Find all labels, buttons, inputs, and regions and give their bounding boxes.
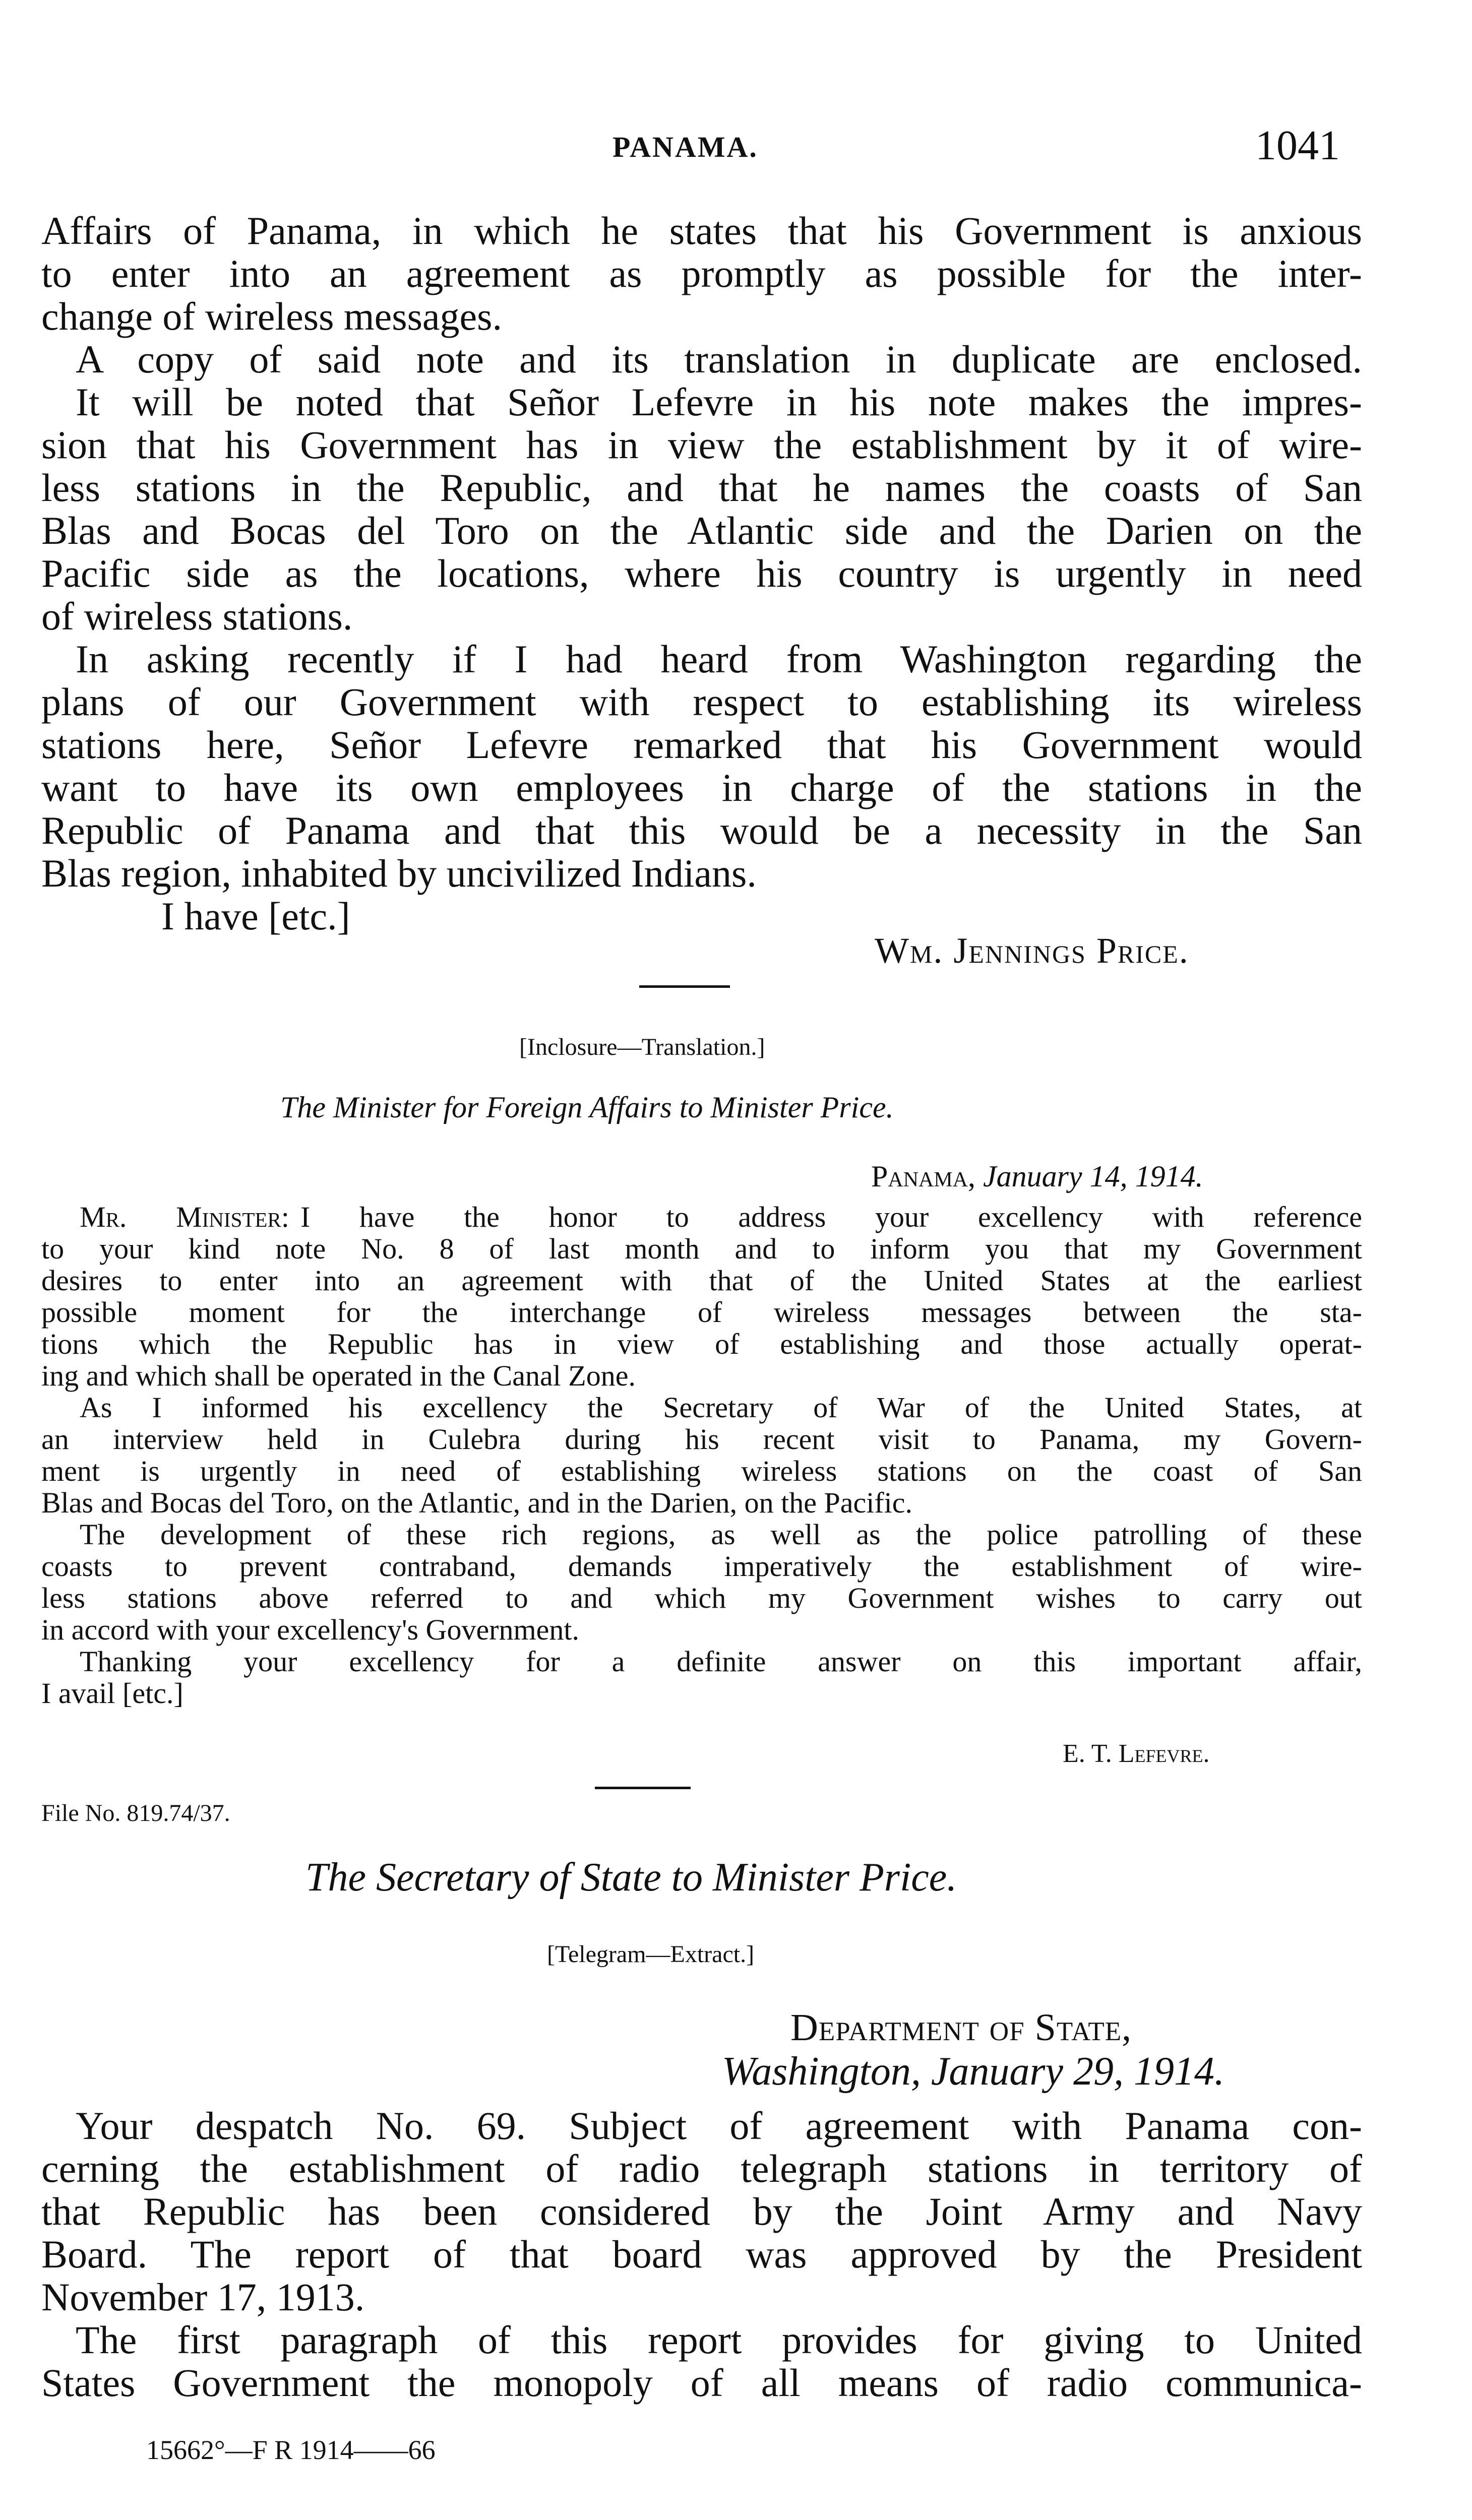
text-line: to enter into an agreement as promptly as possible for the inter-	[41, 251, 1362, 295]
text-line: possible moment for the interchange of wireless messages between the sta-	[41, 1296, 1362, 1329]
text-line: It will be noted that Señor Lefevre in his note makes the impres-	[76, 380, 1362, 424]
text-line: A copy of said note and its translation in duplicate are enclosed.	[76, 337, 1362, 381]
text-line: in accord with your excellency's Government.	[41, 1613, 579, 1646]
telegram-body	[41, 2104, 1362, 2404]
signature-mark: 15662°—F R 1914——66	[146, 2435, 436, 2465]
text-line: Thanking your excellency for a definite answer on this important affair,	[80, 1645, 1362, 1678]
text-line: Your despatch No. 69. Subject of agreement with Panama con-	[76, 2104, 1362, 2148]
inclosure-note: [Inclosure—Translation.]	[519, 1034, 765, 1060]
text-line	[41, 1201, 1362, 1233]
text-line: less stations in the Republic, and that he names the coasts of San	[41, 466, 1362, 510]
letter-price-body	[41, 209, 1362, 895]
inclosure-dateline-date: January 14, 1914.	[983, 1160, 1203, 1193]
telegram-dateline-date: Washington, January 29, 1914.	[722, 2049, 1225, 2094]
text-line: ment is urgently in need of establishing wireless stations on the coast of San	[41, 1455, 1362, 1487]
telegram-note: [Telegram—Extract.]	[547, 1941, 755, 1968]
divider-rule	[639, 985, 730, 988]
inclosure-dateline-place: Panama,	[871, 1160, 976, 1193]
text-line: The first paragraph of this report provides for giving to United	[76, 2318, 1362, 2362]
text-line: Affairs of Panama, in which he states that his Government is anxious	[41, 209, 1362, 253]
text-line: In asking recently if I had heard from Washington regarding the	[76, 637, 1362, 681]
text-line: change of wireless messages.	[41, 294, 503, 338]
inclosure-body	[41, 1201, 1362, 1709]
text-line: cerning the establishment of radio telegraph stations in territory of	[41, 2147, 1362, 2190]
telegram-dateline-place: Department of State,	[790, 2006, 1132, 2049]
salutation: Mr. Minister:	[80, 1201, 289, 1233]
text-line: The development of these rich regions, as well as the police patrolling of these	[80, 1518, 1362, 1551]
text-line: As I informed his excellency the Secretary of War of the United States, at	[80, 1391, 1362, 1424]
running-title: PANAMA.	[612, 131, 758, 163]
text-line: Blas and Bocas del Toro, on the Atlantic, and in the Darien, on the Pacific.	[41, 1486, 912, 1519]
page-number: 1041	[1255, 122, 1340, 169]
text-line: less stations above referred to and which my Government wishes to carry out	[41, 1582, 1362, 1614]
letter-price-signature: Wm. Jennings Price.	[875, 930, 1189, 971]
text-line: to your kind note No. 8 of last month and to inform you that my Government	[41, 1232, 1362, 1265]
text-line: stations here, Señor Lefevre remarked that his Government would	[41, 723, 1362, 767]
inclosure-signature: E. T. Lefevre.	[1063, 1739, 1210, 1768]
divider-rule	[595, 1787, 691, 1789]
text-line: of wireless stations.	[41, 594, 353, 638]
text-line: that Republic has been considered by the Joint Army and Navy	[41, 2189, 1362, 2233]
text-line: an interview held in Culebra during his recent visit to Panama, my Govern-	[41, 1423, 1362, 1456]
text-line: want to have its own employees in charge of the stations in the	[41, 766, 1362, 809]
text-line: States Government the monopoly of all means of radio communica-	[41, 2361, 1362, 2405]
text-line: ing and which shall be operated in the Canal Zone.	[41, 1359, 636, 1392]
text-line: desires to enter into an agreement with that of the United States at the earliest	[41, 1264, 1362, 1297]
text-line: coasts to prevent contraband, demands imperatively the establishment of wire-	[41, 1550, 1362, 1583]
text-line: Board. The report of that board was approved by the President	[41, 2232, 1362, 2276]
text-line: Blas and Bocas del Toro on the Atlantic side and the Darien on the	[41, 509, 1362, 552]
text-line: Pacific side as the locations, where his country is urgently in need	[41, 551, 1362, 595]
text-line: tions which the Republic has in view of establishing and those actually operat-	[41, 1328, 1362, 1360]
telegram-heading: The Secretary of State to Minister Price.	[305, 1855, 957, 1900]
text-line: November 17, 1913.	[41, 2275, 365, 2319]
inclosure-heading: The Minister for Foreign Affairs to Minister Price.	[280, 1091, 894, 1124]
text-line: sion that his Government has in view the establishment by it of wire-	[41, 423, 1362, 467]
text-line: Blas region, inhabited by uncivilized Indians.	[41, 851, 757, 895]
text-line-rest: I have the honor to address your excellency with reference	[300, 1201, 1363, 1233]
letter-price-closing: I have [etc.]	[161, 894, 350, 938]
text-line: I avail [etc.]	[41, 1677, 183, 1710]
inclosure-dateline	[871, 1159, 1203, 1194]
file-number: File No. 819.74/37.	[41, 1800, 230, 1826]
text-line: Republic of Panama and that this would be a necessity in the San	[41, 808, 1362, 852]
text-line: plans of our Government with respect to establishing its wireless	[41, 680, 1362, 724]
